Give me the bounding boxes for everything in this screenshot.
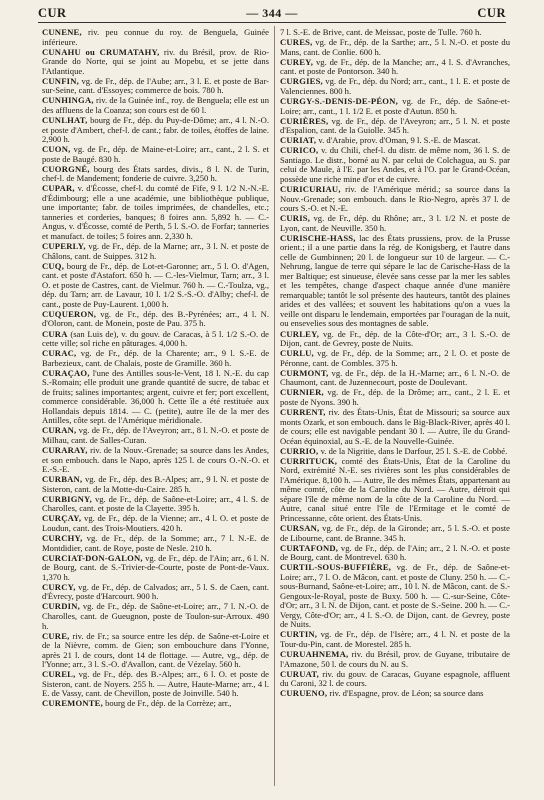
entry-headword: CURAÇAO, <box>42 367 90 378</box>
dictionary-entry <box>280 544 510 563</box>
dictionary-entry <box>42 495 269 514</box>
dictionary-entry <box>42 310 269 329</box>
dictionary-entry <box>42 426 269 445</box>
entry-text: vg. de Fr., dép. de Calvados; arr., 5 l. S. de Caen, cant. d'Évrecy, poste d'Harcourt. 900 h. <box>42 581 269 602</box>
dictionary-entry <box>42 670 269 699</box>
entry-headword: CURIAT, <box>280 135 317 146</box>
entry-text: bourg de Fr., dép. du Puy-de-Dôme; arr., 4 l. N.-O. et poste d'Ambert, chef-l. de cant.; fabr. de toiles, étoffes de laine. 2,900 h. <box>42 115 269 145</box>
entry-headword: CURÇAY, <box>42 513 82 524</box>
dictionary-entry <box>42 369 269 426</box>
entry-text: vg. de Fr., dép. de la Manche; arr., 4 l. S. d'Avranches, cant. et poste de Pontorson. 340 h. <box>280 56 510 77</box>
entry-headword: CURA <box>42 328 68 339</box>
entry-headword: CURTIL-SOUS-BUFFIÈRE, <box>280 562 392 573</box>
dictionary-entry <box>280 563 510 630</box>
entry-headword: CUNHINGA, <box>42 95 94 106</box>
dictionary-entry <box>280 185 510 214</box>
entry-headword: CURUAHNEMA, <box>280 649 349 660</box>
dictionary-entry <box>42 165 269 184</box>
entry-text: vg. de Fr., dép. de l'Isère; arr., 4 l. N. et poste de la Tour-du-Pin, cant. de Morestel. 285 h. <box>280 629 510 649</box>
dictionary-entry <box>280 447 510 457</box>
entry-headword: CURUAT, <box>280 668 320 679</box>
entry-text: v. du Chili, chef-l. du distr. de même nom, 36 l. S. de Santiago. Le distr., borné au N. par celui de Colchagua, au S. par celui de Maule, à l'E. par les Andes, et à l'O. par le Grand-Océan, possède une riche mine d'or et de cuivre. <box>280 145 510 184</box>
entry-headword: CUREMONTE, <box>42 698 103 709</box>
entry-text: vg. de Fr., dép. des B.-Alpes; arr., 6 l. O. et poste de Sisteron, cant. de Noyers. 255 h. — Autre, Haute-Marne; arr., 4 l. E. de Vassy, cant. de Chevillon, poste de Joinville. 540 h. <box>42 669 269 699</box>
entry-text: riv. de Fr.; sa source entre les dép. de Saône-et-Loire et de la Nièvre, comm. de Gien; son embouchure dans l'Yonne, après 21 l. de cours, dont 14 de flottage. — Autre, vg., dép. de l'Yonne; arr., 3 l. S.-O. d'Avallon, cant. de Vézelay. 560 h. <box>42 630 269 670</box>
entry-headword: CURCY, <box>42 581 76 592</box>
dictionary-entry <box>42 48 269 77</box>
dictionary-entry <box>280 58 510 77</box>
column-divider <box>274 26 275 786</box>
entry-headword: CURRENT, <box>280 407 326 418</box>
entry-headword: CURLU, <box>280 348 314 359</box>
entry-headword: CURNIER, <box>280 387 324 398</box>
entry-headword: CUNENE, <box>42 28 82 37</box>
entry-text: vg. de Fr., dép. de la Charente; arr., 9 l. S.-E. de Barbezieux, cant. de Chalais, poste de Gramille. 360 h. <box>42 348 269 368</box>
page-number: — 344 — <box>246 6 298 20</box>
dictionary-entry <box>42 96 269 115</box>
entry-headword: CURGY-S.-DENIS-DE-PÉON, <box>280 95 398 106</box>
dictionary-entry <box>42 242 269 261</box>
dictionary-entry <box>42 514 269 533</box>
dictionary-entry <box>280 38 510 57</box>
entry-headword: CUNFIN, <box>42 75 79 86</box>
entry-headword: CURE, <box>42 630 70 641</box>
entry-text: vg. de Fr., dép. des B.-Pyrénées; arr., 4 l. N. d'Oloron, cant. de Monein, poste de Pau. 375 h. <box>42 308 269 329</box>
entry-headword: CURIS, <box>280 213 311 224</box>
entry-headword: CUNAHU ou CRUMATAHY, <box>42 46 160 57</box>
entry-text: v. d'Écosse, chef-l. du comté de Fife, 9 l. 1/2 N.-N.-E. d'Édimbourg; elle a une académie, une bibliothèque publique, une importante; fabr. de toiles imprimées, de chandelles, etc.; tanneries et corderies, banques; 8 foires ann. 5,892 h. — C.-Angus, v. d'Écosse, comté de Perth, 5 l. S.-O. de Forfar; tanneries et manufact. de toiles; 5 foires ann. 2,330 h. <box>42 183 269 241</box>
dictionary-entry <box>280 689 510 699</box>
entry-text: vg. de Fr., dép. de la Somme; arr., 7 l. N.-E. de Montdidier, cant. de Roye, poste de Nesle. 210 h. <box>42 533 269 553</box>
left-column <box>42 28 269 788</box>
entry-text: riv. du Brésil, prov. de Rio-Grande do Norte, qui se joint au Mopebu, et se jette dans l'Atlantique. <box>42 46 269 76</box>
entry-text: comté des États-Unis, État de la Caroline du Nord, extrémité N.-E. ses rivières sont les plus considérables de l'Amérique. 8,100 h. — Autre, île des mêmes États, appartenant au même comté, côte de la Caroline du Nord. — Autre, détroit qui sépare l'île de même nom de la côte de la Caroline du Nord. — Autre, canal situé entre l'île de l'Ermitage et le comté de Princessanne, côte orient. des États-Unis. <box>280 455 510 523</box>
dictionary-entry <box>42 699 269 709</box>
entry-text: vg. de Fr., dép. de l'Aube; arr., 3 l. E. et poste de Bar-sur-Seine, cant. d'Essoyes; commerce de bois. 780 h. <box>42 75 269 96</box>
entry-text: v. d'Arabie, prov. d'Oman, 9 l. S.-E. de Mascat. <box>318 135 481 146</box>
dictionary-entry <box>42 330 269 349</box>
dictionary-entry <box>280 349 510 368</box>
entry-text: vg. de Fr., dép. de Saône-et-Loire; arr., cant., 1 l. 1/2 E. et poste d'Autun. 850 h. <box>280 95 510 116</box>
entry-headword: CURTIN, <box>280 629 318 640</box>
entry-text: (san Luis de), v. du gouv. de Caracas, à 5 l. 1/2 S.-O. de cette ville; sol riche en pâturages. 4,000 h. <box>42 328 269 349</box>
entry-text: vg. de Fr., dép. de l'Aveyron; arr., 8 l. N.-O. et poste de Milhau, cant. de Salles-Curan. <box>42 425 269 445</box>
dictionary-entry <box>280 457 510 524</box>
dictionary-entry <box>280 369 510 388</box>
entry-text: riv. de la Guinée inf., roy. de Benguela; elle est un des affluens de la Coanza; son cours est de 60 l. <box>42 95 269 115</box>
entry-headword: CURMONT, <box>280 367 329 378</box>
header-left-word: CUR <box>38 6 67 20</box>
dictionary-entry <box>42 534 269 553</box>
entry-text: riv. du Brésil, prov. de Guyane, tributaire de l'Amazone, 50 l. de cours du N. au S. <box>280 649 510 669</box>
entry-headword: CURCHY, <box>42 533 83 544</box>
dictionary-entry <box>280 136 510 146</box>
entry-headword: CUPAR, <box>42 183 75 194</box>
dictionary-entry <box>280 388 510 407</box>
entry-headword: CUQ, <box>42 260 65 271</box>
dictionary-entry <box>280 330 510 349</box>
entry-text: bourg des États sardes, divis., 8 l. N. de Turin, chef-l. de Mandement; fonderie de cuivre. 3,250 h. <box>42 163 269 184</box>
entry-text: vg. de Fr., dép. de la Côte-d'Or; arr., 3 l. S.-O. de Dijon, cant. de Gevrey, poste de Nuits. <box>280 328 510 349</box>
entry-headword: CURCIAT-DON-GALON, <box>42 552 143 563</box>
entry-headword: CURBIGNY, <box>42 493 92 504</box>
entry-text: vg. de Fr., dép. de la Drôme; arr., cant., 2 l. E. et poste de Nyons. 390 h. <box>280 387 510 407</box>
dictionary-entry <box>280 650 510 669</box>
entry-text: bourg de Fr., dép. de la Corrèze; arr., <box>105 698 232 709</box>
entry-text: vg. de Fr., dép. de l'Aveyron; arr., 5 l. N. et poste d'Espalion, cant. de la Guiolle. 345 h. <box>280 115 510 136</box>
entry-text: vg. de Fr., dép. de Saône-et-Loire; arr., 4 l. S. de Charolles, cant. et poste de la Clayette. 395 h. <box>42 493 269 514</box>
entry-headword: CUON, <box>42 144 71 155</box>
entry-headword: CUREY, <box>280 56 314 67</box>
dictionary-entry <box>280 146 510 184</box>
entry-text: riv. d'Espagne, prov. de Léon; sa source dans <box>329 688 484 699</box>
entry-text: riv. de l'Amérique mérid.; sa source dans la Nouv.-Grenade; son embouch. dans le Rio-Negro, après 37 l. de cours S.-O. et N.-E. <box>280 184 510 214</box>
dictionary-entry <box>42 145 269 164</box>
entry-headword: CUPERLY, <box>42 241 86 252</box>
dictionary-entry <box>42 475 269 494</box>
entry-text: vg. de Fr., dép. de Saône-et-Loire; arr., 7 l. N.-O. de Charolles, cant. de Gueugnon, poste de Toulon-sur-Arroux. 490 h. <box>42 601 269 631</box>
entry-text: riv. peu connue du roy. de Benguela, Guinée inférieure. <box>42 28 269 47</box>
entry-headword: CURLEY, <box>280 328 320 339</box>
entry-headword: CURICURIAU, <box>280 184 341 194</box>
entry-headword: CURAN, <box>42 425 77 436</box>
dictionary-entry <box>42 632 269 670</box>
entry-text: vg. de Fr., dép. de Maine-et-Loire; arr., cant., 2 l. S. et poste de Baugé. 830 h. <box>42 144 269 164</box>
dictionary-entry <box>42 554 269 583</box>
header-right-word: CUR <box>477 6 506 20</box>
dictionary-entry <box>280 77 510 96</box>
dictionary-entry <box>42 184 269 241</box>
entry-text: vg. de Fr., dép. de la Vienne; arr., 4 l. O. et poste de Loudun, cant. des Trois-Moutiers. 420 h. <box>42 513 269 533</box>
entry-headword: CURARAY, <box>42 445 88 456</box>
entry-headword: CURRIO, <box>280 445 319 456</box>
entry-headword: CURISCHE-HASS, <box>280 232 356 243</box>
dictionary-entry <box>42 349 269 368</box>
right-column <box>280 28 510 788</box>
dictionary-entry <box>280 524 510 543</box>
entry-text: vg. de Fr., dép. de la Sarthe; arr., 5 l. N.-O. et poste du Mans, cant. de Conlie. 600 h. <box>280 37 510 57</box>
dictionary-entry <box>280 214 510 233</box>
entry-text: lac des États prussiens, prov. de la Prusse orient.; il a une partie dans la rég. de Konigsberg, et l'autre dans celle de Gumbinnen; 20 l. de longueur sur 10 de largeur. — C.-Nehrung, langue de terre qui sépare le lac de Carische-Hass de la mer Baltique; est sinueuse, élevée sans cesse par la mer les sables et les tempêtes, change d'aspect chaque année d'une manière remarquable; tantôt le sol présente des hauteurs, tantôt des plaines arides et des vallées; et souvent les habitations qu'on a vues la veille ont disparu le lendemain, emportées par l'ouragan de la nuit, ou ensevelies sous des montagnes de sable. <box>280 232 510 329</box>
entry-text: bourg de Fr., dép. de Lot-et-Garonne; arr., 5 l. O. d'Agen, cant. et poste d'Astafort. 650 h. — C.-les-Vielmur, Tarn; arr., 3 l. O. et poste de Castres, cant. de Vielmur. 760 h. — C.-Toulza, vg., dép. du Tarn; arr. de Lavaur, 10 l. 1/2 S.-S.-O. d'Alby; chef-l. de cant., poste de Puy-Laurent. 1,000 h. <box>42 260 269 309</box>
entry-text: vg. de Fr., dép. de la Somme; arr., 2 l. O. et poste de Péronne, cant. de Combles. 375 h. <box>280 348 510 368</box>
entry-text: 7 l. S.-E. de Brive, cant. de Meissac, poste de Tulle. 760 h. <box>280 28 482 37</box>
dictionary-entry <box>280 97 510 116</box>
entry-text: riv. des États-Unis, État de Missouri; sa source aux monts Ozark, et son embouch. dans le Big-Black-River, après 40 l. de cours; elle est navigable pendant 30 l. — Autre, île du Grand-Océan équinoxial, au S.-E. de la Nouvelle-Guinée. <box>280 407 510 446</box>
entry-text: riv. de la Nouv.-Grenade; sa source dans les Andes, et son embouch. dans le Napo, après 125 l. de cours O.-N.-O. et E.-S.-E. <box>42 445 269 475</box>
entry-headword: CURBAN, <box>42 474 83 485</box>
entry-text: vg. de Fr., dép. de la Gironde; arr., 5 l. S.-O. et poste de Libourne, cant. de Branne. 345 h. <box>280 522 510 543</box>
dictionary-entry <box>280 234 510 329</box>
entry-text: vg. de Fr., dép. de la Marne; arr., 3 l. N. et poste de Châlons, cant. de Suippes. 312 h. <box>42 241 269 261</box>
entry-text: vg. de Fr., dép. des B.-Alpes; arr., 9 l. N. et poste de Sisteron, cant. de la Motte-du-Caire. 285 h. <box>42 474 269 494</box>
entry-text: l'une des Antilles sous-le-Vent, 18 l. N.-E. du cap S.-Romain; elle produit une grande quantité de sucre, de tabac et de fruits; salines importantes; argent, cuivre et fer; port excellent, commerce considérable. 36,000 h. Cette île a été restituée aux Hollandais depuis 1814. — C. (petite), autre île de la mer des Antilles, côte sept. de l'Amérique méridionale. <box>42 367 269 426</box>
dictionary-entry <box>42 446 269 475</box>
dictionary-entry <box>280 670 510 689</box>
entry-headword: CURTAFOND, <box>280 542 339 553</box>
entry-text: vg. de Fr., dép. de l'Ain; arr., 6 l. N. de Bourg, cant. de S.-Trivier-de-Courte, poste de Pont-de-Vaux. 1,370 h. <box>42 552 269 582</box>
entry-headword: CUORGNÉ, <box>42 163 90 174</box>
dictionary-entry <box>280 117 510 136</box>
entry-headword: CURAC, <box>42 348 77 359</box>
entry-text: riv. du gouv. de Caracas, Guyane espagnole, affluent du Caroni, 32 l. de cours. <box>280 668 510 689</box>
dictionary-entry <box>280 630 510 649</box>
dictionary-entry <box>42 262 269 310</box>
entry-headword: CURICO, <box>280 145 319 156</box>
header-rule <box>38 22 506 23</box>
entry-text: vg. de Fr., dép. de Saône-et-Loire; arr., 7 l. O. de Mâcon, cant. et poste de Cluny. 250 h. — C.-sous-Burnand, Saône-et-Loire; arr., 10 l. N. de Mâcon, cant. de S.-Gengoux-le-Royal, poste de Buxy. 500 h. — C.-sur-Seine, Côte-d'Or; arr., 3 l. N. de Dijon, cant. et poste de S.-Seine. 200 h. — C.-Vergy, Côte-d'Or; arr., 4 l. S.-O. de Dijon, cant. de Gevrey, poste de Nuits. <box>280 562 510 630</box>
entry-text: vg. de Fr., dép. de la H.-Marne; arr., 6 l. N.-O. de Chaumont, cant. de Juzennecourt, poste de Doulevant. <box>280 367 510 388</box>
entry-headword: CUREL, <box>42 669 76 680</box>
entry-headword: CURSAN, <box>280 522 320 533</box>
dictionary-entry <box>42 116 269 145</box>
entry-headword: CURDIN, <box>42 601 80 612</box>
entry-text: vg. de Fr., dép. de l'Ain; arr., 2 l. N.-O. et poste de Bourg, cant. de Montrevel. 630 h. <box>280 542 510 563</box>
entry-headword: CURES, <box>280 37 313 48</box>
entry-headword: CUNLHAT, <box>42 115 88 126</box>
entry-headword: CURIÈRES, <box>280 115 329 126</box>
dictionary-entry <box>42 28 269 47</box>
dictionary-entry <box>42 77 269 96</box>
dictionary-entry <box>280 408 510 446</box>
dictionary-entry <box>42 602 269 631</box>
entry-text: vg. de Fr., dép. du Nord; arr., cant., 1 l. E. et poste de Valenciennes. 800 h. <box>280 76 510 96</box>
entry-headword: CURGIES, <box>280 76 323 87</box>
entry-headword: CURRITUCK, <box>280 455 338 466</box>
dictionary-entry <box>280 28 510 38</box>
entry-headword: CUQUERON, <box>42 308 97 319</box>
dictionary-entry <box>42 583 269 602</box>
entry-text: v. de la Nigritie, dans le Darfour, 25 l. S.-E. de Cobbé. <box>320 445 508 456</box>
entry-text: vg. de Fr., dép. du Rhône; arr., 3 l. 1/2 N. et poste de Lyon, cant. de Neuville. 350 h. <box>280 213 510 233</box>
entry-headword: CURUENO, <box>280 688 328 699</box>
